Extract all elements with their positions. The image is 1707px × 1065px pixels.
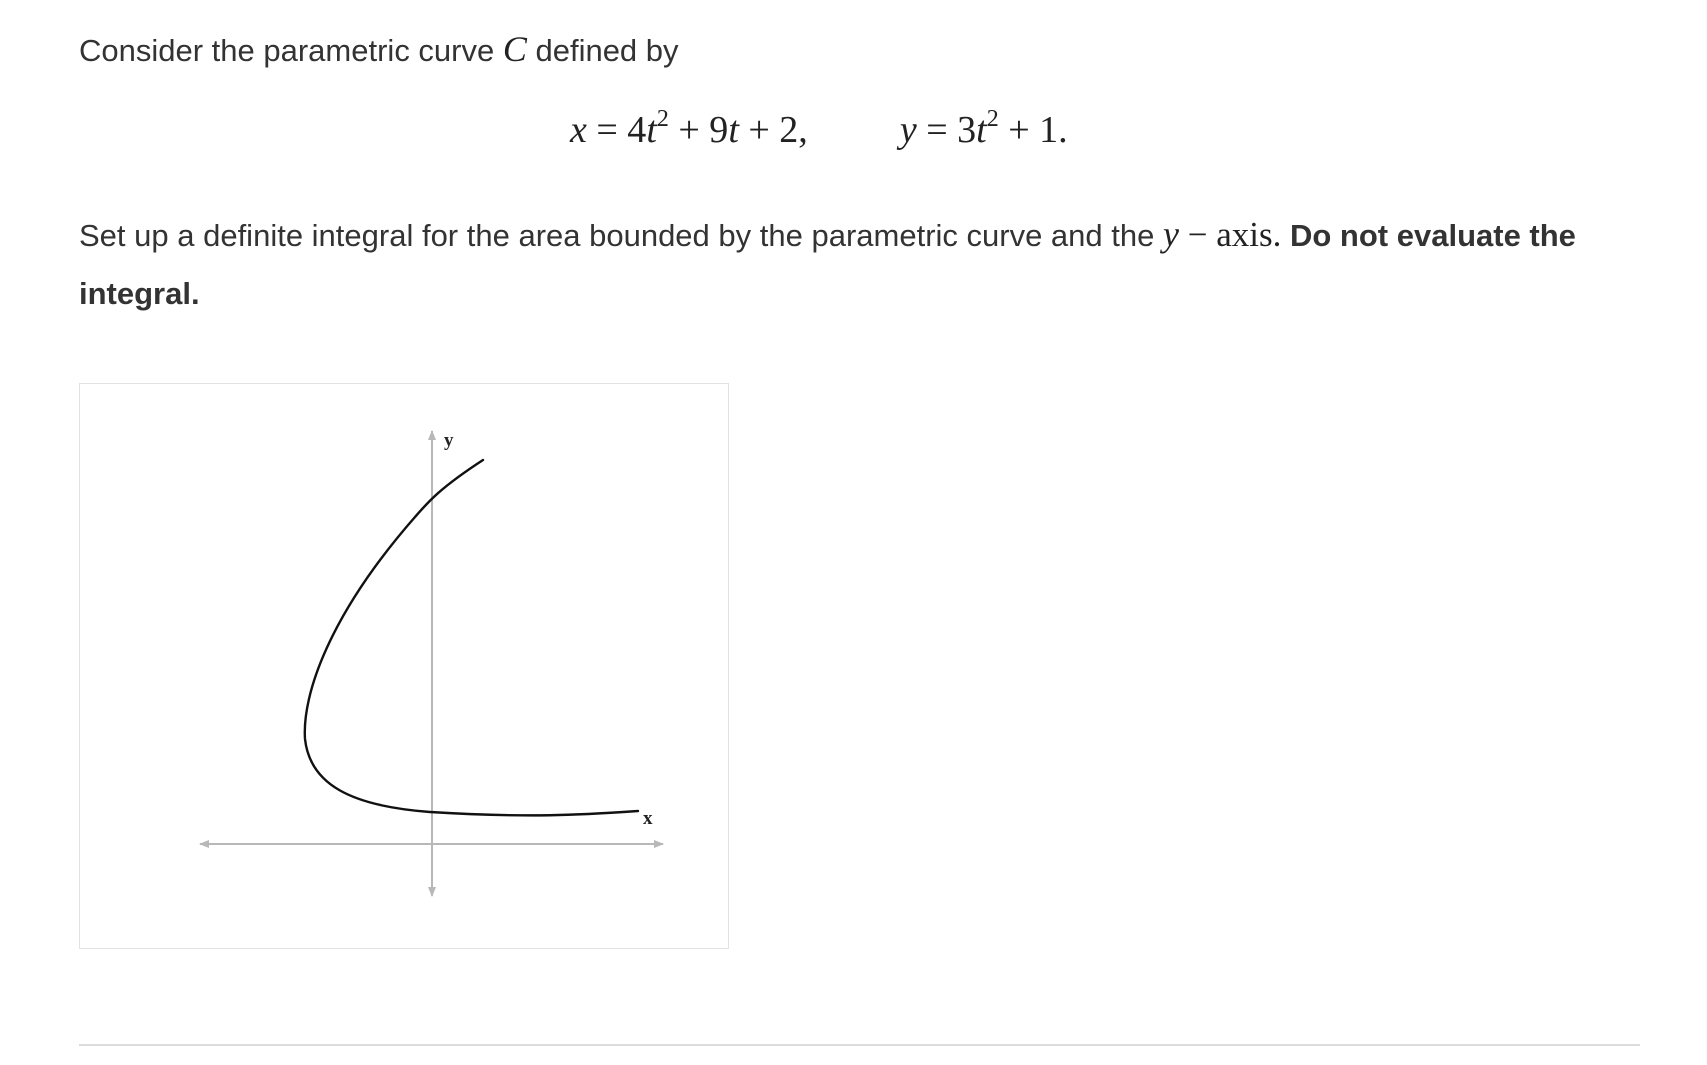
parametric-curve xyxy=(305,460,638,815)
intro-text-before: Consider the parametric curve xyxy=(79,33,503,68)
problem-intro xyxy=(79,26,679,74)
curve-symbol: C xyxy=(502,29,527,69)
x-eq-coef: = 4 xyxy=(586,109,647,151)
x-t-term: t xyxy=(646,109,657,151)
x-constant-term: + 2, xyxy=(738,109,808,151)
question-main: Set up a definite integral for the area bounded by the parametric curve and the xyxy=(79,218,1163,253)
y-constant-term: + 1. xyxy=(998,109,1068,151)
x-exponent: 2 xyxy=(656,106,669,132)
y-t-term: t xyxy=(976,109,987,151)
curve-graph xyxy=(80,384,728,948)
curve-figure xyxy=(79,383,729,949)
axis-dash: − xyxy=(1178,215,1217,254)
axis-word: axis. xyxy=(1216,215,1282,254)
equation-y xyxy=(900,108,1068,152)
y-eq-coef: = 3 xyxy=(916,109,977,151)
axis-variable: y xyxy=(1162,214,1179,254)
y-exponent: 2 xyxy=(986,106,999,132)
intro-text-after: defined by xyxy=(526,33,679,68)
parametric-equations xyxy=(570,108,1068,152)
y-variable: y xyxy=(899,109,917,151)
x-t-linear: t xyxy=(728,109,739,151)
equation-x xyxy=(570,106,808,151)
section-divider xyxy=(79,1044,1640,1046)
x-variable: x xyxy=(570,109,587,151)
x-axis-label: x xyxy=(643,808,653,829)
instruction-bold: Do not evaluate the integral. xyxy=(79,218,1576,311)
y-axis-label: y xyxy=(444,430,454,451)
x-middle-term: + 9 xyxy=(668,109,729,151)
question-text xyxy=(79,205,1649,323)
